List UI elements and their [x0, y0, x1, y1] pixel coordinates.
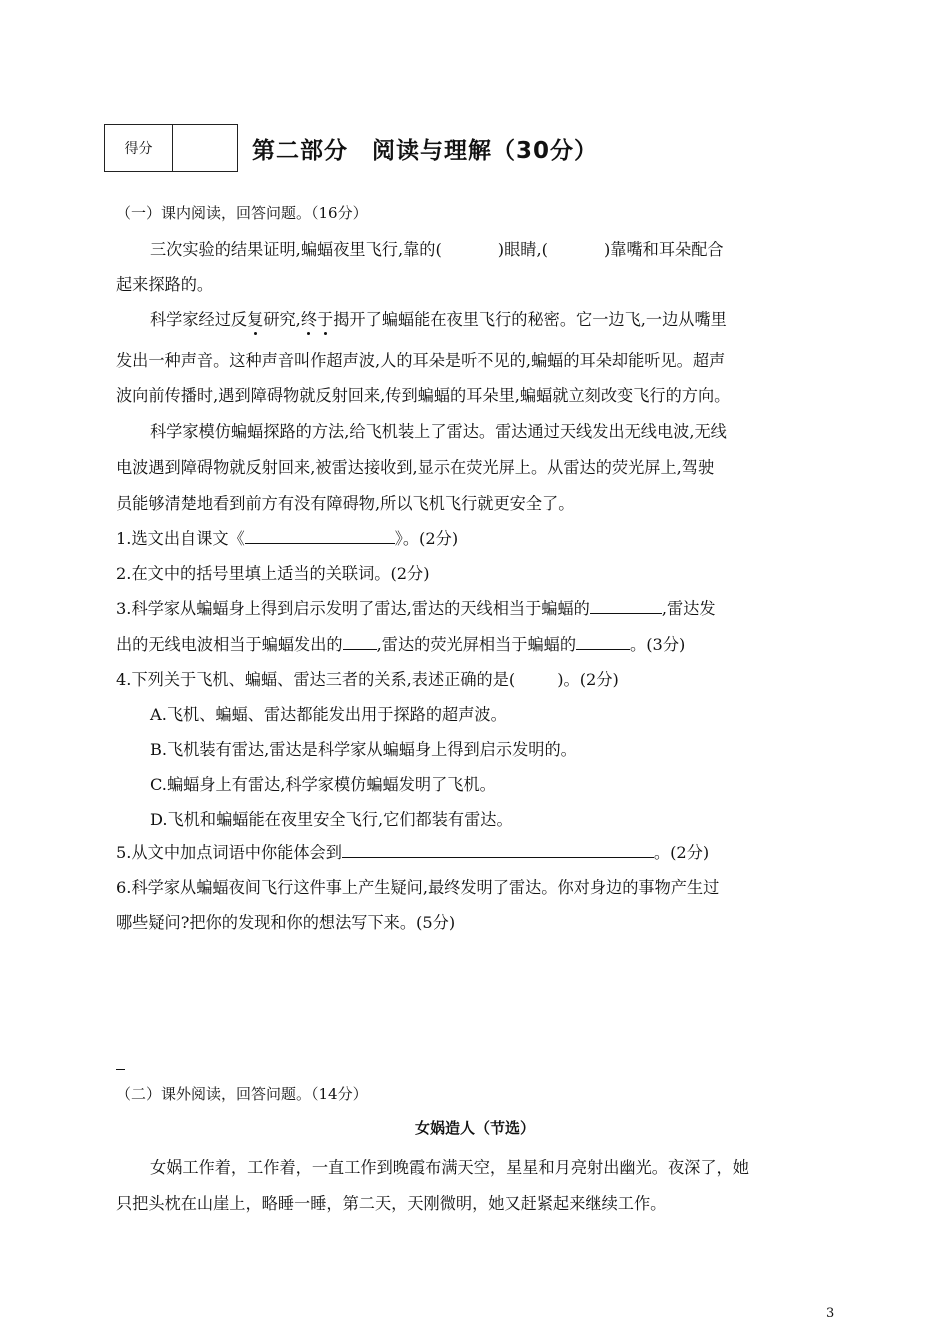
dotted-char: 复	[247, 310, 264, 329]
dotted-char: 于	[317, 310, 334, 329]
question-6: 6.科学家从蝙蝠夜间飞行这件事上产生疑问,最终发明了雷达。你对身边的事物产生过	[116, 878, 720, 897]
option-a[interactable]: A.飞机、蝙蝠、雷达都能发出用于探路的超声波。	[150, 705, 507, 724]
dotted-char: 终	[300, 310, 318, 329]
passage-line: 科学家模仿蝙蝠探路的方法,给飞机装上了雷达。雷达通过天线发出无线电波,无线	[150, 422, 727, 441]
answer-blank[interactable]	[342, 840, 654, 858]
part1-heading: （一）课内阅读，回答问题。（16分）	[116, 204, 368, 222]
story-line: 只把头枕在山崖上，略睡一睡，第二天，天刚微明，她又赶紧起来继续工作。	[116, 1194, 667, 1213]
passage-line: 员能够清楚地看到前方有没有障碍物,所以飞机飞行就更安全了。	[116, 494, 575, 513]
conjunction-blank-2[interactable]	[548, 238, 604, 255]
question-4: 4.下列关于飞机、蝙蝠、雷达三者的关系,表述正确的是( )。(2分)	[116, 670, 619, 689]
part2-heading: （二）课外阅读，回答问题。（14分）	[116, 1085, 368, 1103]
answer-blank[interactable]	[590, 596, 662, 614]
question-5: 5.从文中加点词语中你能体会到 。(2分)	[116, 839, 709, 863]
option-d[interactable]: D.飞机和蝙蝠能在夜里安全飞行,它们都装有雷达。	[150, 810, 513, 829]
conjunction-blank-1[interactable]	[442, 238, 498, 255]
passage-line: 科学家经过反复研究,终于揭开了蝙蝠能在夜里飞行的秘密。它一边飞,一边从嘴里	[150, 310, 727, 329]
question-2: 2.在文中的括号里填上适当的关联词。(2分)	[116, 564, 430, 583]
score-label: 得分	[105, 125, 173, 171]
choice-blank[interactable]	[515, 668, 557, 685]
question-6-cont: 哪些疑问?把你的发现和你的想法写下来。(5分)	[116, 913, 456, 932]
passage-line: 电波遇到障碍物就反射回来,被雷达接收到,显示在荧光屏上。从雷达的荧光屏上,驾驶	[116, 458, 715, 477]
page-number: 3	[826, 1306, 835, 1321]
question-3-cont: 出的无线电波相当于蝙蝠发出的 ,雷达的荧光屏相当于蝙蝠的 。(3分)	[116, 631, 685, 655]
passage-line: 起来探路的。	[116, 275, 214, 294]
question-1: 1.选文出自课文《 》。(2分)	[116, 525, 458, 549]
answer-blank[interactable]	[576, 632, 630, 650]
passage-line: 波向前传播时,遇到障碍物就反射回来,传到蝙蝠的耳朵里,蝙蝠就立刻改变飞行的方向。	[116, 386, 731, 405]
question-3: 3.科学家从蝙蝠身上得到启示发明了雷达,雷达的天线相当于蝙蝠的 ,雷达发	[116, 595, 716, 619]
score-input[interactable]	[173, 125, 237, 171]
answer-blank[interactable]	[343, 632, 377, 650]
score-box	[104, 124, 238, 172]
story-title: 女娲造人（节选）	[414, 1119, 535, 1137]
passage-line: 三次实验的结果证明,蝙蝠夜里飞行,靠的( )眼睛,( )靠嘴和耳朵配合	[150, 240, 724, 259]
passage-line: 发出一种声音。这种声音叫作超声波,人的耳朵是听不见的,蝙蝠的耳朵却能听见。超声	[116, 351, 726, 370]
story-line: 女娲工作着，工作着，一直工作到晚霞布满天空，星星和月亮射出幽光。夜深了，她	[150, 1158, 749, 1177]
option-b[interactable]: B.飞机装有雷达,雷达是科学家从蝙蝠身上得到启示发明的。	[150, 740, 577, 759]
option-c[interactable]: C.蝙蝠身上有雷达,科学家模仿蝙蝠发明了飞机。	[150, 775, 496, 794]
section-title: 第二部分 阅读与理解（30分）	[252, 138, 599, 164]
answer-line-marker	[116, 1069, 125, 1070]
answer-blank[interactable]	[245, 526, 395, 544]
